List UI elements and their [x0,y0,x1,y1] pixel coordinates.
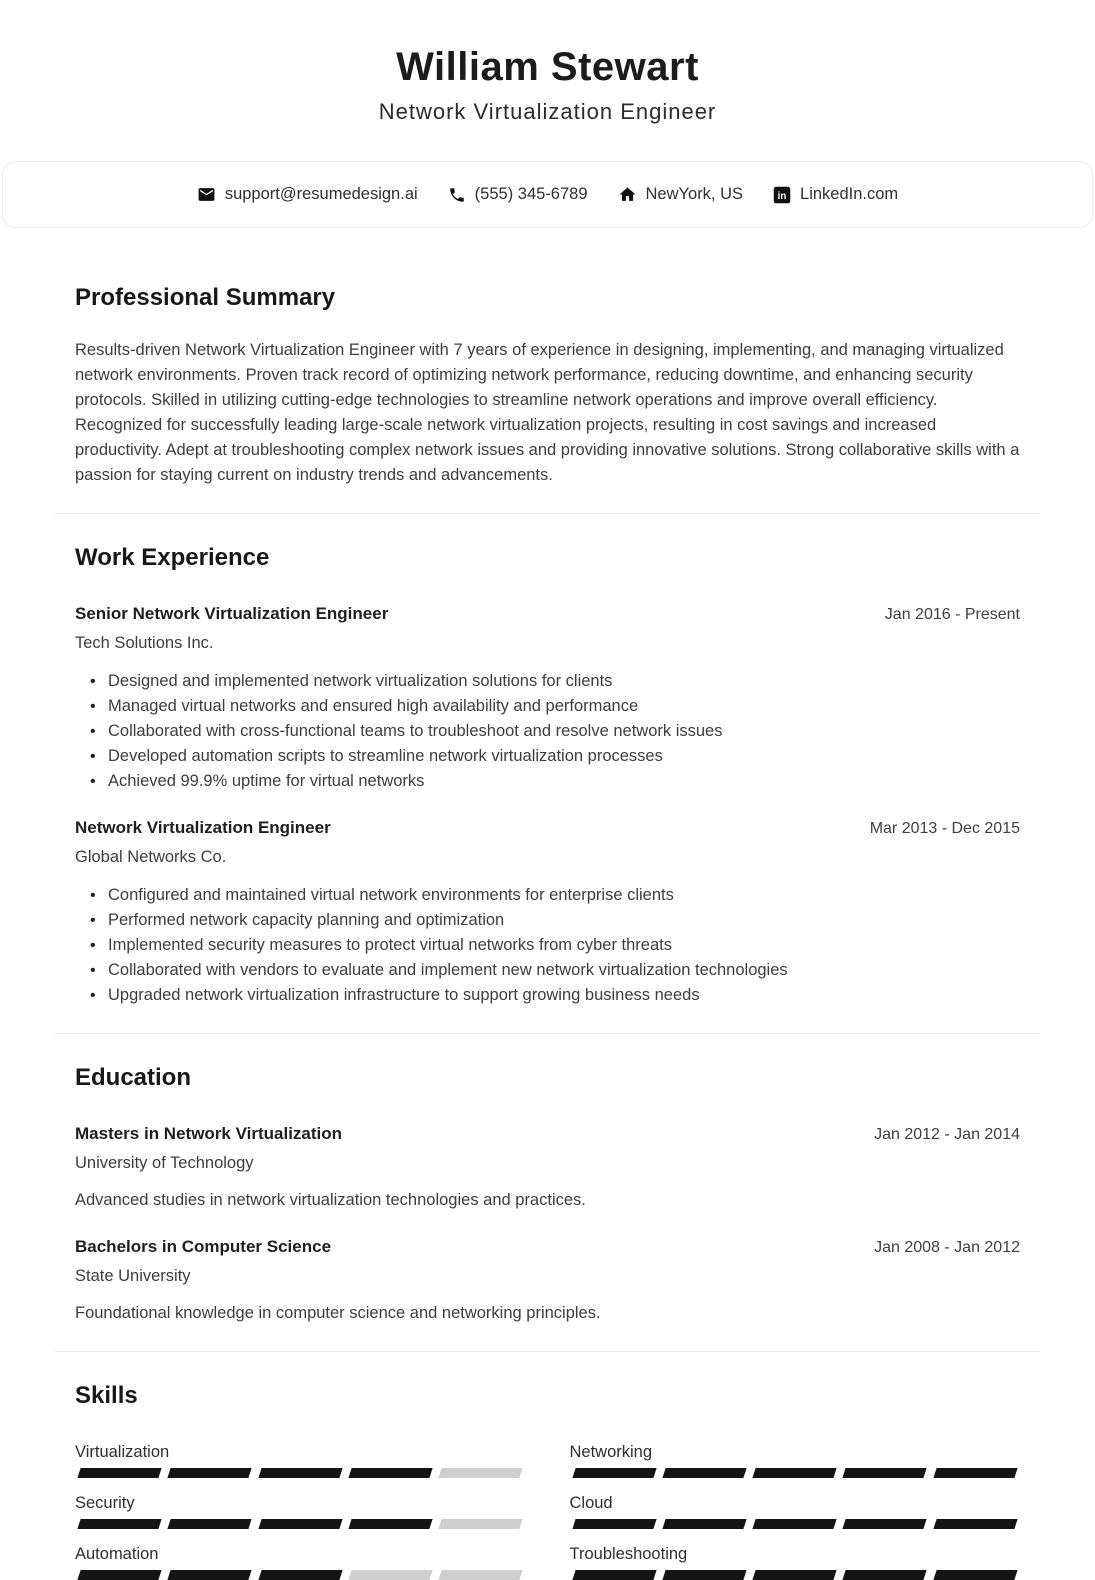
skill-level-segment [348,1468,433,1478]
section-heading-summary: Professional Summary [75,284,336,311]
job-bullet: • Performed network capacity planning and optimization [75,908,1020,933]
skill-name: Cloud [569,1494,613,1512]
job-bullets [75,883,1020,1008]
degree-title: Bachelors in Computer Science [75,1237,332,1256]
skill-item [570,1544,1021,1580]
skill-level-segment [168,1570,253,1580]
job-bullet: • Designed and implemented network virtualization solutions for clients [75,669,1020,694]
education-header-row [75,1235,1020,1260]
skill-level-segment [77,1519,162,1529]
skill-level-bar [570,1519,1021,1529]
skill-level-segment [662,1468,747,1478]
degree-description: Advanced studies in network virtualization technologies and practices. [75,1191,586,1209]
skill-name: Virtualization [75,1443,170,1461]
education-entry [75,1235,1020,1326]
email-icon [197,185,216,204]
skill-level-bar [75,1570,526,1580]
job-header-row [75,816,1020,841]
education-entry [75,1122,1020,1213]
job-company: Tech Solutions Inc. [75,634,214,652]
skill-level-segment [933,1570,1018,1580]
skill-level-segment [843,1468,928,1478]
job-bullet: • Collaborated with cross-functional teams to troubleshoot and resolve network issues [75,719,1020,744]
skill-level-segment [439,1468,524,1478]
job-company: Global Networks Co. [75,848,227,866]
degree-dates: Jan 2008 - Jan 2012 [874,1239,1020,1256]
candidate-name: William Stewart [396,45,699,89]
contact-email-value: support@resumedesign.ai [224,185,418,203]
home-icon [618,185,637,204]
resume-header [0,0,1095,125]
job-title: Senior Network Virtualization Engineer [75,604,389,623]
resume-body [0,228,1095,1580]
degree-title: Masters in Network Virtualization [75,1124,343,1143]
skill-level-segment [258,1519,343,1529]
skill-level-bar [75,1468,526,1478]
job-bullet: • Upgraded network virtualization infrastructure to support growing business needs [75,983,1020,1008]
job-title: Network Virtualization Engineer [75,818,331,837]
section-summary [75,228,1020,488]
education-header-row [75,1122,1020,1147]
skill-name: Automation [75,1545,159,1563]
contact-phone [448,182,588,207]
skill-level-segment [662,1570,747,1580]
section-heading-experience: Work Experience [75,544,270,571]
summary-text: Results-driven Network Virtualization Engineer with 7 years of experience in designing, implementing, and managing virtualized network environments. Proven track record of optimizing network performance, reducing downtime, and enhancing security protocols. Skilled in utilizing cutting-edge technologies to streamline network operations and improve overall efficiency. Recognized for successfully leading large-scale network virtualization projects, resulting in cost savings and increased productivity. Adept at troubleshooting complex network issues and providing innovative solutions. Strong collaborative skills with a passion for staying current on industry trends and advancements. [75,341,1020,484]
skill-level-segment [258,1468,343,1478]
skill-level-segment [572,1468,657,1478]
job-bullets [75,669,1020,794]
skill-level-segment [572,1570,657,1580]
job-bullet: • Achieved 99.9% uptime for virtual networks [75,769,1020,794]
skill-level-bar [570,1468,1021,1478]
contact-location [618,182,744,207]
job-bullet: • Configured and maintained virtual network environments for enterprise clients [75,883,1020,908]
contact-bar [2,161,1093,228]
job-bullet: • Collaborated with vendors to evaluate and implement new network virtualization technologies [75,958,1020,983]
degree-school: University of Technology [75,1154,254,1172]
skill-level-segment [933,1519,1018,1529]
skill-level-segment [439,1570,524,1580]
contact-location-value: NewYork, US [645,185,744,203]
job-header-row [75,602,1020,627]
skill-level-segment [258,1570,343,1580]
skill-level-segment [348,1519,433,1529]
job-bullet: • Developed automation scripts to streamline network virtualization processes [75,744,1020,769]
contact-phone-value: (555) 345-6789 [474,185,588,203]
skill-level-segment [77,1570,162,1580]
skill-name: Troubleshooting [569,1545,688,1563]
job-bullet: • Managed virtual networks and ensured high availability and performance [75,694,1020,719]
contact-linkedin [773,182,898,207]
job-bullet: • Implemented security measures to protect virtual networks from cyber threats [75,933,1020,958]
section-education [75,1034,1020,1326]
skill-item [570,1442,1021,1478]
skill-level-segment [843,1570,928,1580]
skill-level-segment [752,1570,837,1580]
skill-level-segment [439,1519,524,1529]
skill-level-segment [77,1468,162,1478]
degree-school: State University [75,1267,191,1285]
skill-level-segment [168,1519,253,1529]
section-heading-education: Education [75,1064,192,1091]
section-skills [75,1352,1020,1580]
skill-level-bar [570,1570,1021,1580]
skill-item [570,1493,1021,1529]
skill-item [75,1493,526,1529]
skill-level-segment [572,1519,657,1529]
skills-grid [75,1442,1020,1580]
skill-level-segment [752,1519,837,1529]
job-dates: Mar 2013 - Dec 2015 [869,820,1020,837]
degree-description: Foundational knowledge in computer science and networking principles. [75,1304,601,1322]
skill-item [75,1544,526,1580]
skill-level-segment [168,1468,253,1478]
degree-dates: Jan 2012 - Jan 2014 [874,1126,1020,1143]
skill-level-segment [843,1519,928,1529]
candidate-job-title: Network Virtualization Engineer [378,99,717,124]
contact-email [197,182,418,207]
job-dates: Jan 2016 - Present [884,606,1020,623]
skill-level-segment [752,1468,837,1478]
skill-level-segment [348,1570,433,1580]
skill-item [75,1442,526,1478]
section-experience [75,514,1020,1008]
job-entry [75,816,1020,1008]
contact-linkedin-value: LinkedIn.com [800,185,899,203]
section-heading-skills: Skills [75,1382,138,1409]
phone-icon [448,186,466,204]
skill-level-segment [933,1468,1018,1478]
skill-level-bar [75,1519,526,1529]
linkedin-icon [773,186,791,204]
skill-level-segment [662,1519,747,1529]
skill-name: Security [75,1494,135,1512]
job-entry [75,602,1020,794]
svg-text:in: in [777,190,787,202]
skill-name: Networking [569,1443,653,1461]
